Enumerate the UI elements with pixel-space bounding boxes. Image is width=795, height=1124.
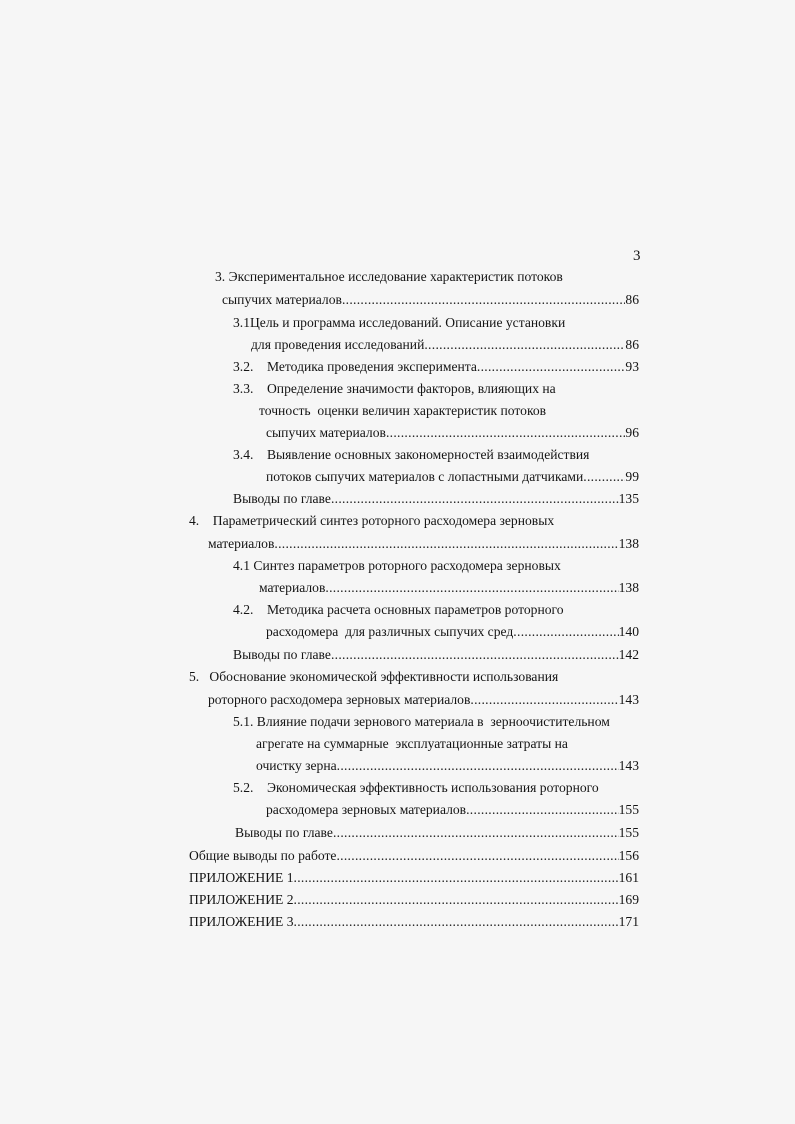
toc-entry-text: расходомера зерновых материалов bbox=[266, 802, 467, 817]
toc-entry bbox=[251, 336, 639, 354]
toc-entry-text: 4.1 Синтез параметров роторного расходомера зерновых bbox=[233, 558, 561, 573]
toc-entry-page: 142 bbox=[618, 647, 639, 662]
toc-entry-page: 86 bbox=[625, 292, 639, 307]
toc-entry bbox=[189, 869, 639, 887]
toc-entry-page: 138 bbox=[618, 580, 639, 595]
toc-entry-text: 3. Экспериментальное исследование характеристик потоков bbox=[215, 269, 563, 284]
toc-entry-text: Выводы по главе bbox=[233, 491, 331, 506]
toc-entry bbox=[233, 380, 556, 398]
toc-entry-page: 143 bbox=[618, 692, 639, 707]
toc-entry-text: 5.1. Влияние подачи зернового материала в зерноочистительном bbox=[233, 714, 610, 729]
toc-entry bbox=[259, 402, 546, 420]
toc-entry-text: 3.1Цель и программа исследований. Описание установки bbox=[233, 315, 566, 330]
toc-entry-page: 169 bbox=[618, 892, 639, 907]
toc-entry bbox=[189, 512, 554, 530]
toc-entry-text: материалов bbox=[259, 580, 326, 595]
toc-entry-text: ПРИЛОЖЕНИЕ 1 bbox=[189, 870, 294, 885]
toc-entry-text: 4. Параметрический синтез роторного расходомера зерновых bbox=[189, 513, 555, 528]
toc-entry-page: 135 bbox=[618, 491, 639, 506]
toc-entry bbox=[233, 646, 639, 664]
toc-entry bbox=[189, 913, 639, 931]
toc-entry bbox=[233, 601, 564, 619]
toc-entry bbox=[233, 713, 610, 731]
toc-entry bbox=[233, 358, 639, 376]
toc-entry-page: 140 bbox=[618, 624, 639, 639]
toc-entry bbox=[266, 801, 639, 819]
toc-entry-text: расходомера для различных сыпучих сред bbox=[266, 624, 514, 639]
toc-entry-text: Выводы по главе bbox=[233, 647, 331, 662]
toc-entry-text: для проведения исследований bbox=[251, 337, 425, 352]
toc-entry bbox=[208, 691, 639, 709]
toc-entry-page: 171 bbox=[618, 914, 639, 929]
toc-entry bbox=[266, 623, 639, 641]
toc-entry-text: сыпучих материалов bbox=[222, 292, 342, 307]
toc-entry-page: 86 bbox=[625, 337, 639, 352]
toc-entry bbox=[266, 424, 639, 442]
toc-entry-page: 156 bbox=[618, 848, 639, 863]
toc-entry bbox=[256, 757, 639, 775]
toc-entry-text: Выводы по главе bbox=[235, 825, 333, 840]
toc-entry bbox=[222, 291, 639, 309]
toc-entry-text: Общие выводы по работе bbox=[189, 848, 337, 863]
toc-entry bbox=[266, 468, 639, 486]
toc-entry bbox=[189, 847, 639, 865]
toc-entry bbox=[189, 668, 558, 686]
toc-entry-page: 155 bbox=[618, 825, 639, 840]
toc-entry-text: агрегате на суммарные эксплуатационные затраты на bbox=[256, 736, 568, 751]
toc-entry-page: 161 bbox=[618, 870, 639, 885]
toc-entry-page: 96 bbox=[625, 425, 639, 440]
page-number: 3 bbox=[633, 248, 641, 264]
toc-entry-text: ПРИЛОЖЕНИЕ 2 bbox=[189, 892, 294, 907]
toc-entry bbox=[208, 535, 639, 553]
toc-entry-text: 3.4. Выявление основных закономерностей взаимодействия bbox=[233, 447, 590, 462]
toc-entry-text: 5.2. Экономическая эффективность использования роторного bbox=[233, 780, 599, 795]
toc-entry bbox=[233, 779, 599, 797]
toc-entry-text: материалов bbox=[208, 536, 275, 551]
toc-entry bbox=[233, 446, 589, 464]
toc-entry bbox=[233, 314, 565, 332]
toc-entry bbox=[259, 579, 639, 597]
toc-entry-text: 3.3. Определение значимости факторов, влияющих на bbox=[233, 381, 556, 396]
toc-entry-text: очистку зерна bbox=[256, 758, 337, 773]
toc-entry-text: потоков сыпучих материалов с лопастными датчиками bbox=[266, 469, 584, 484]
toc-entry-text: точность оценки величин характеристик потоков bbox=[259, 403, 547, 418]
toc-entry-page: 155 bbox=[618, 802, 639, 817]
toc-entry-text: роторного расходомера зерновых материалов bbox=[208, 692, 471, 707]
toc-entry bbox=[233, 557, 561, 575]
toc-entry bbox=[256, 735, 568, 753]
toc-entry-page: 138 bbox=[618, 536, 639, 551]
toc-entry-text: сыпучих материалов bbox=[266, 425, 386, 440]
toc-entry bbox=[215, 268, 563, 286]
toc-entry bbox=[235, 824, 639, 842]
toc-entry-page: 99 bbox=[625, 469, 639, 484]
toc-entry-text: 4.2. Методика расчета основных параметров роторного bbox=[233, 602, 564, 617]
toc-entry-text: 5. Обоснование экономической эффективности использования bbox=[189, 669, 559, 684]
toc-entry bbox=[233, 490, 639, 508]
toc-entry bbox=[189, 891, 639, 909]
toc-entry-page: 93 bbox=[625, 359, 639, 374]
toc-entry-text: ПРИЛОЖЕНИЕ 3 bbox=[189, 914, 294, 929]
toc-entry-page: 143 bbox=[618, 758, 639, 773]
toc-entry-text: 3.2. Методика проведения эксперимента bbox=[233, 359, 477, 374]
